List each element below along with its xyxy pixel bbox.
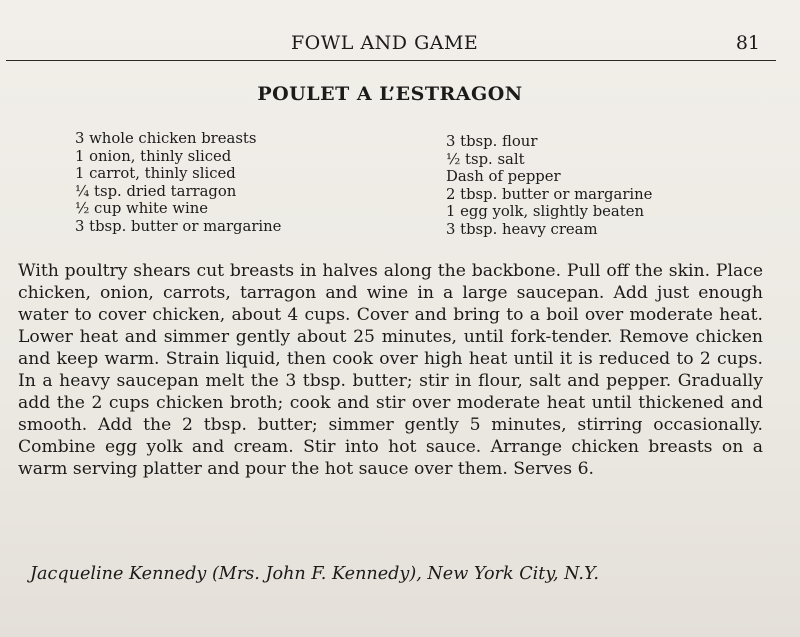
ingredient-item: 2 tbsp. butter or margarine [446,185,653,203]
ingredients-right-column [446,133,652,239]
ingredient-item: 3 tbsp. heavy cream [446,220,598,238]
running-head: FOWL AND GAME [291,32,479,54]
ingredient-item: Dash of pepper [446,168,561,186]
recipe-attribution: Jacqueline Kennedy (Mrs. John F. Kennedy), New York City, N.Y. [30,564,599,584]
ingredient-item: ¼ tsp. dried tarragon [75,182,237,200]
ingredient-item: 3 tbsp. flour [446,133,538,150]
ingredient-item: ½ tsp. salt [446,150,525,168]
page-number: 81 [735,32,760,54]
ingredient-item: 3 whole chicken breasts [75,130,257,147]
ingredient-item: 3 tbsp. butter or margarine [75,217,282,235]
ingredient-item: 1 onion, thinly sliced [75,147,232,165]
ingredient-item: 1 carrot, thinly sliced [75,165,236,183]
ingredient-item: ½ cup white wine [75,200,209,218]
page-header [6,30,776,61]
recipe-title: POULET A L’ESTRAGON [257,83,523,105]
ingredients-left-column [75,130,281,236]
recipe-method: With poultry shears cut breasts in halves along the backbone. Pull off the skin. Place chicken, onion, carrots, tarragon and wine in a large saucepan. Add just enough water to cover chicken, about 4 cups. Cover and bring to a boil over moderate heat. Lower heat and simmer gently about 25 minutes, until fork-tender. Remove chicken and keep warm. Strain liquid, then cook over high heat until it is reduced to 2 cups. In a heavy saucepan melt the 3 tbsp. butter; stir in flour, salt and pepper. Gradually add the 2 cups chicken broth; cook and stir over moderate heat until thickened and smooth. Add the 2 tbsp. butter; simmer gently 5 minutes, stirring occasionally. Combine egg yolk and cream. Stir into hot sauce. Arrange chicken breasts on a warm serving platter and pour the hot sauce over them. Serves 6. [18,261,763,479]
ingredient-item: 1 egg yolk, slightly beaten [446,203,644,221]
